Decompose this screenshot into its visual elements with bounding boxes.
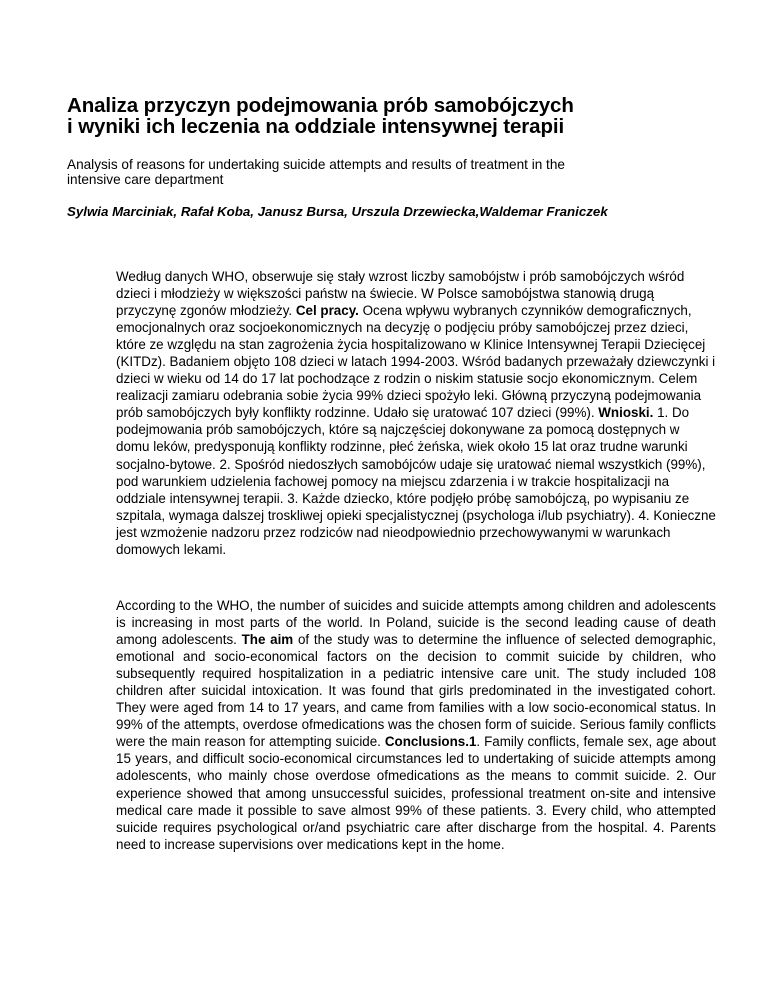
abstract-polish: [116, 268, 716, 558]
title-line-1: Analiza przyczyn podejmowania prób samobójczych: [67, 94, 574, 117]
abstract-english: [116, 597, 716, 853]
abstract-pl-conclusions: 1. Do podejmowania prób samobójczych, które są najczęściej dokonywane za pomocą dostępnych w domu leków, predysponują konflikty rodzinne, płeć żeńska, wiek około 15 lat oraz trudne warunki socjalno-bytowe. 2. Spośród niedoszłych samobójców udaje się uratować niemal wszystkich (99%), pod warunkiem udzielenia fachowej pomocy na miejscu zdarzenia i w trakcie hospitalizacji na oddziale intensywnej terapii. 3. Każde dziecko, które podjęło próbę samobójczą, po wypisaniu ze szpitala, wymaga dalszej troskliwej opieki specjalistycznej (psychologa i/lub psychiatry). 4. Konieczne jest wzmożenie nadzoru przez rodziców nad nieodpowiednio przechowywanymi w warunkach domowych lekami.: [116, 405, 716, 557]
title-line-2: i wyniki ich leczenia na oddziale intensywnej terapii: [67, 115, 565, 138]
abstract-en-conclusions-label: Conclusions.1: [384, 734, 477, 750]
abstract-pl-conclusions-label: Wnioski.: [598, 405, 654, 421]
subtitle-line-1: Analysis of reasons for undertaking suicide attempts and results of treatment in the: [67, 157, 565, 172]
paper-subtitle-english: [67, 157, 707, 187]
abstract-en-conclusions: . Family conflicts, female sex, age about 15 years, and difficult socio-economical circumstances led to undertaking of suicide attempts among adolescents, who mainly chose overdose ofmedications as the means to commit suicide. 2. Our experience showed that among unsuccessful suicides, professional treatment on-site and intensive medical care made it possible to save almost 99% of these patients. 3. Every child, who attempted suicide requires psychological or/and psychiatric care after discharge from the hospital. 4. Parents need to increase supervisions over medications kept in the home.: [116, 734, 716, 852]
abstract-pl-aim-label: Cel pracy.: [295, 303, 359, 319]
author-list: Sylwia Marciniak, Rafał Koba, Janusz Bursa, Urszula Drzewiecka,Waldemar Franiczek: [67, 204, 608, 219]
abstract-pl-intro: Według danych WHO, obserwuje się stały wzrost liczby samobójstw i prób samobójczych wśród dzieci i młodzieży w większości państw na świecie. W Polsce samobójstwa stanowią drugą przyczynę zgonów młodzieży.: [116, 269, 685, 319]
paper-title: [67, 95, 727, 137]
subtitle-line-2: intensive care department: [67, 172, 224, 187]
abstract-pl-body: Ocena wpływu wybranych czynników demograficznych, emocjonalnych oraz socjoekonomicznych na decyzję o podjęciu próby samobójczej przez dzieci, które ze względu na stan zagrożenia życia hospitalizowano w Klinice Intensywnej Terapii Dziecięcej (KITDz). Badaniem objęto 108 dzieci w latach 1994-2003. Wśród badanych przeważały dziewczynki i dzieci w wieku od 14 do 17 lat pochodzące z rodzin o niskim statusie socjo ekonomicznym. Celem realizacji zamiaru odebrania sobie życia 99% dzieci spożyło leki. Główną przyczyną podejmowania prób samobójczych były konflikty rodzinne. Udało się uratować 107 dzieci (99%).: [116, 303, 716, 421]
abstract-en-body: of the study was to determine the influence of selected demographic, emotional and socio-economical factors on the decision to commit suicide by children, who subsequently required hospitalization in a pediatric intensive care unit. The study included 108 children after suicidal intoxication. It was found that girls predominated in the investigated cohort. They were aged from 14 to 17 years, and came from families with a low socio-economical status. In 99% of the attempts, overdose ofmedications was the chosen form of suicide. Serious family conflicts were the main reason for attempting suicide.: [116, 632, 716, 750]
abstract-en-aim-label: The aim: [241, 632, 294, 648]
abstract-en-intro: According to the WHO, the number of suicides and suicide attempts among children and adolescents is increasing in most parts of the world. In Poland, suicide is the second leading cause of death among adolescents.: [116, 598, 716, 648]
